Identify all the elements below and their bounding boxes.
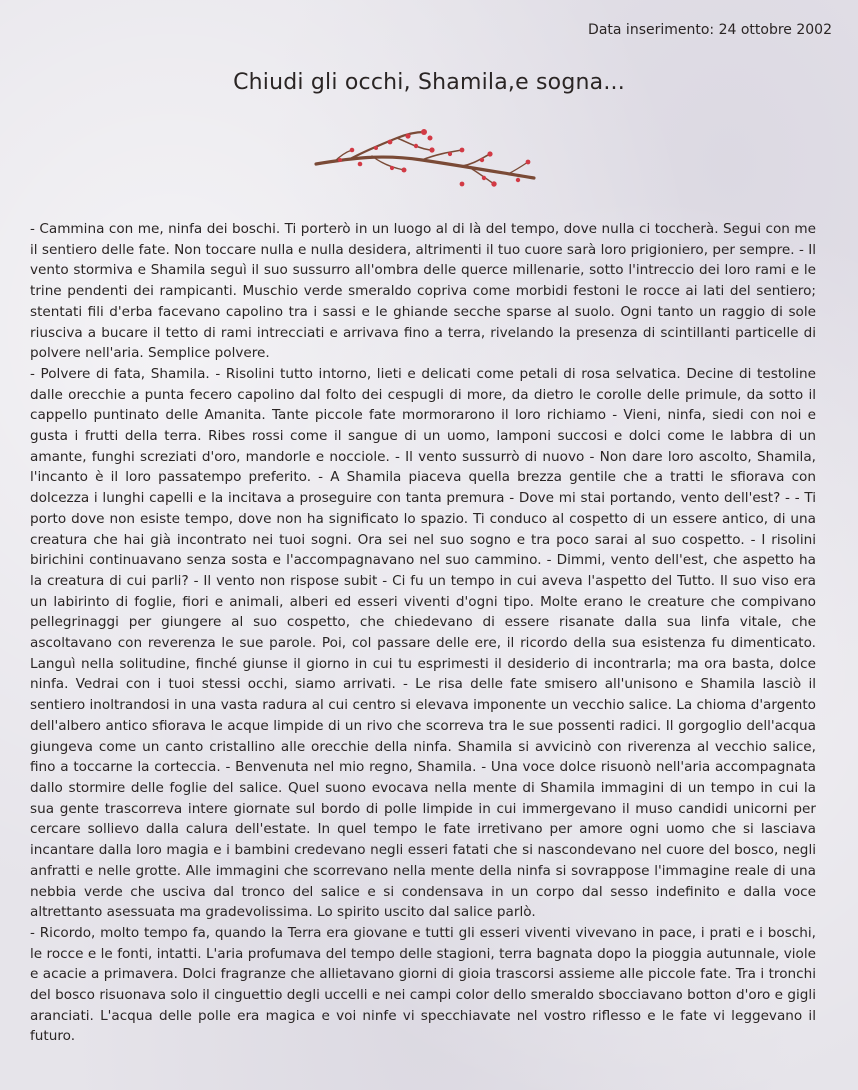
- publication-date: Data inserimento: 24 ottobre 2002: [588, 22, 832, 38]
- blossom-branch-icon: [312, 124, 538, 194]
- story-paragraph: - Ricordo, molto tempo fa, quando la Terra era giovane e tutti gli esseri viventi vivevano in pace, i prati e i boschi, le rocce e le fonti, intatti. L'aria profumava del tempo delle stagioni, terra bagnata dopo la pioggia autunnale, viole e acacie a primavera. Dolci fragranze che allietavano giorni di gioia trascorsi assieme alle piccole fate. Tra i tronchi del bosco risuonava solo il cinguettio degli uccelli e nei campi color dello smeraldo sbocciavano botton d'oro e gigli aranciati. L'acqua delle polle era magica e voi ninfe vi specchiavate nel vostro riflesso e le fate vi leggevano il futuro.: [30, 924, 816, 1045]
- story-text: [30, 219, 816, 1047]
- story-paragraph: - Cammina con me, ninfa dei boschi. Ti porterò in un luogo al di là del tempo, dove nulla ci toccherà. Segui con me il sentiero delle fate. Non toccare nulla e nulla desidera, altrimenti il tuo cuore sarà loro prigioniero, per sempre. - Il vento stormiva e Shamila seguì il suo sussurro all'ombra delle querce millenarie, sotto l'intreccio dei loro rami e le trine pendenti dei rampicanti. Muschio verde smeraldo copriva come morbidi festoni le rocce ai lati del sentiero; stentati fili d'erba facevano capolino tra i sassi e le ghiande secche sparse al suolo. Ogni tanto un raggio di sole riusciva a bucare il tetto di rami intrecciati e arrivava fino a terra, rivelando la presenza di scintillanti particelle di polvere nell'aria. Semplice polvere.: [30, 221, 816, 362]
- page-title: Chiudi gli occhi, Shamila,e sogna...: [233, 70, 625, 95]
- story-paragraph: - Polvere di fata, Shamila. - Risolini tutto intorno, lieti e delicati come petali di rosa selvatica. Decine di testoline dalle orecchie a punta fecero capolino dal folto dei cespugli di more, da dietro le corolle delle primule, da sotto il cappello puntinato delle Amanita. Tante piccole fate mormorarono il loro richiamo - Vieni, ninfa, siedi con noi e gusta i frutti della terra. Ribes rossi come il sangue di un uomo, lamponi succosi e dolci come le labbra di un amante, funghi screziati d'oro, mandorle e nocciole. - Il vento sussurrò di nuovo - Non dare loro ascolto, Shamila, l'incanto è il loro passatempo preferito. - A Shamila piaceva quella brezza gentile che a tratti le sfiorava con dolcezza i lunghi capelli e la incitava a proseguire con tanta premura - Dove mi stai portando, vento dell'est? - - Ti porto dove non esiste tempo, dove non ha significato lo spazio. Ti conduco al cospetto di un essere antico, di una creatura che hai già incontrato nei tuoi sogni. Ora sei nel suo sogno e tra poco sarai al suo cospetto. - I risolini birichini continuavano senza sosta e l'accompagnavano nel suo cammino. - Dimmi, vento dell'est, che aspetto ha la creatura di cui parli? - Il vento non rispose subit - Ci fu un tempo in cui aveva l'aspetto del Tutto. Il suo viso era un labirinto di foglie, fiori e animali, alberi ed esseri viventi d'ogni tipo. Molte erano le creature che compivano pellegrinaggi per giungere al suo cospetto, che chiedevano di essere risanate dalla sua linfa vitale, che ascoltavano con reverenza le sue parole. Poi, col passare delle ere, il ricordo della sua esistenza fu dimenticato. Languì nella solitudine, finché giunse il giorno in cui tu esprimesti il desiderio di incontrarla; ma ora basta, dolce ninfa. Vedrai con i tuoi stessi occhi, siamo arrivati. - Le risa delle fate smisero all'unisono e Shamila lasciò il sentiero inoltrandosi in una vasta radura al cui centro si elevava imponente un vecchio salice. La chioma d'argento dell'albero antico sfiorava le acque limpide di un rivo che scorreva tra le sue possenti radici. Il gorgoglio dell'acqua giungeva come un canto cristallino alle orecchie della ninfa. Shamila si avvicinò con riverenza al vecchio salice, fino a toccarne la corteccia. - Benvenuta nel mio regno, Shamila. - Una voce dolce risuonò nell'aria accompagnata dallo stormire delle foglie del salice. Quel suono evocava nella mente di Shamila immagini di un tempo in cui la sua gente trascorreva intere giornate sul bordo di polle limpide in cui immergevano il muso candidi unicorni per cercare sollievo dalla calura dell'estate. In quel tempo le fate irretivano per amore ogni uomo che si lasciava incantare dalla loro magia e i bambini credevano negli esseri fatati che si nascondevano nel cuore del bosco, negli anfratti e nelle grotte. Alle immagini che scorrevano nella mente della ninfa si sovrappose l'immagine reale di una nebbia verde che usciva dal tronco del salice e si condensava in un corpo dal sesso indefinito e dalla voce altrettanto asessuata ma gradevolissima. Lo spirito uscito dal salice parlò.: [30, 365, 816, 921]
